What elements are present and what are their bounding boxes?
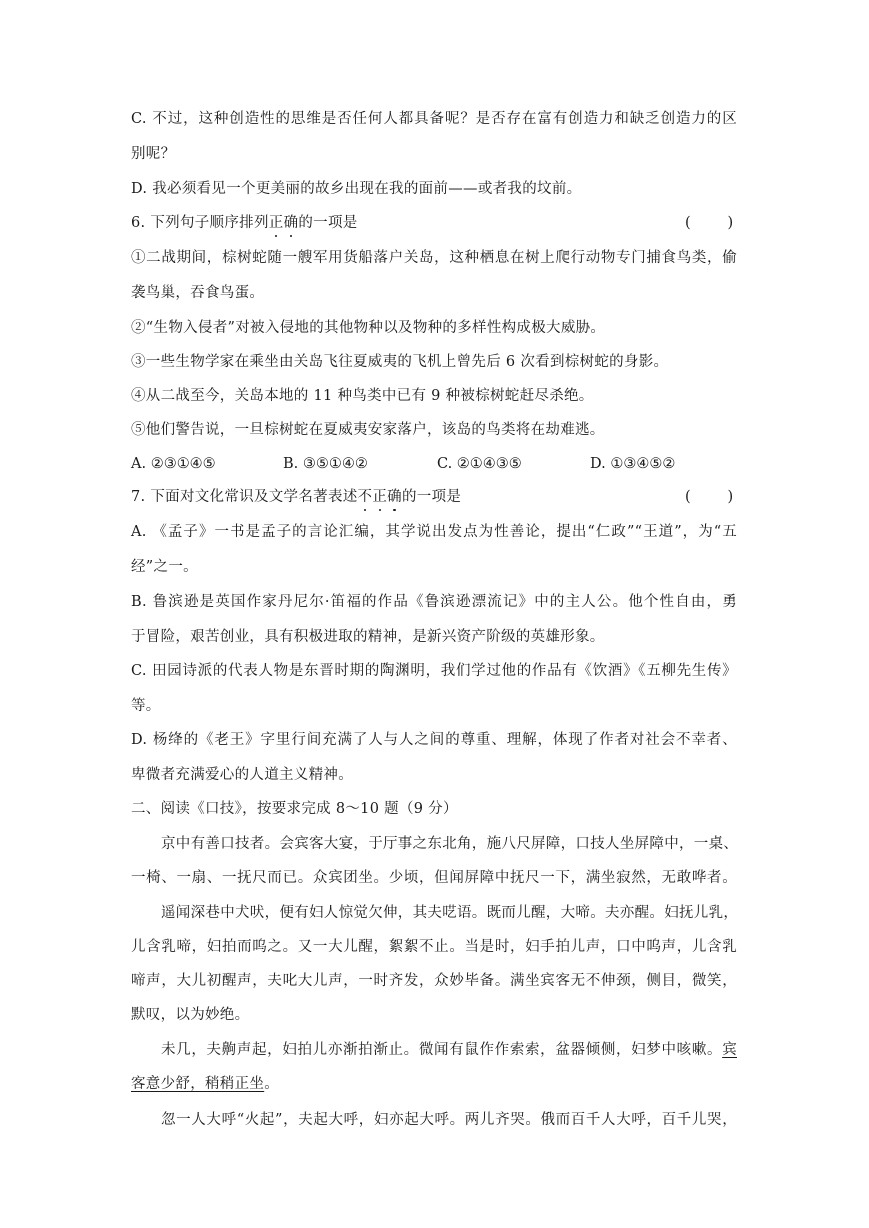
q7-option-b-line2: 于冒险，艰苦创业，具有积极进取的精神，是新兴资产阶级的英雄形象。 [131, 629, 605, 645]
q6-stem-text: 的一项是 [298, 215, 358, 231]
q7-stem-text: 7. 下面对文化常识及文学名著表述 [131, 489, 358, 505]
q5-option-d: D. 我必须看见一个更美丽的故乡出现在我的面前——或者我的坟前。 [131, 181, 582, 197]
q6-stem-text: 6. 下列句子顺序排列 [131, 215, 269, 231]
q6-sentence-1-line2: 袭鸟巢，吞食鸟蛋。 [131, 285, 265, 301]
q5-option-c-line2: 别呢？ [131, 146, 176, 162]
q6-sentence-4: ④从二战至今，关岛本地的 11 种鸟类中已有 9 种被棕树蛇赶尽杀绝。 [131, 388, 594, 404]
q7-stem [131, 487, 461, 507]
passage-p2-line1: 遥闻深巷中犬吠，便有妇人惊觉欠伸，其夫呓语。既而儿醒，大啼。夫亦醒。妇抚儿乳， [161, 905, 739, 921]
q7-option-d-line2: 卑微者充满爱心的人道主义精神。 [131, 767, 353, 783]
q6-sentence-2: ②“生物入侵者”对被入侵地的其他物种以及物种的多样性构成极大威胁。 [131, 320, 606, 336]
q7-option-c-line2: 等。 [131, 698, 161, 714]
q6-emphasis-char: 确 [283, 215, 299, 231]
q7-option-c-line1: C. 田园诗派的代表人物是东晋时期的陶渊明，我们学过他的作品有《饮酒》《五柳先生传》 [131, 663, 737, 679]
q6-option-d: D. ①③④⑤② [590, 456, 676, 472]
passage-text: 未几，夫齁声起，妇拍儿亦渐拍渐止。微闻有鼠作作索索，盆器倾侧，妇梦中咳嗽。 [161, 1042, 723, 1058]
section-2-heading: 二、阅读《口技》，按要求完成 8～10 题（9 分） [131, 801, 458, 817]
passage-p2-line2: 儿含乳啼，妇拍而呜之。又一大儿醒，絮絮不止。当是时，妇手拍儿声，口中呜声，儿含乳 [131, 939, 737, 955]
q6-sentence-1-line1: ①二战期间，棕树蛇随一艘军用货船落户关岛，这种栖息在树上爬行动物专门捕食鸟类，偷 [131, 250, 737, 266]
q5-option-c-line1: C. 不过，这种创造性的思维是否任何人都具备呢？是否存在富有创造力和缺乏创造力的区 [131, 111, 737, 127]
q6-answer-blank: ( ) [685, 215, 734, 231]
q7-option-a-line2: 经”之一。 [131, 559, 198, 575]
q7-option-b-line1: B. 鲁滨逊是英国作家丹尼尔·笛福的作品《鲁滨逊漂流记》中的主人公。他个性自由，勇 [131, 594, 737, 610]
q6-sentence-5: ⑤他们警告说，一旦棕树蛇在夏威夷安家落户，该岛的鸟类将在劫难逃。 [131, 422, 605, 438]
q7-option-d-line1: D. 杨绛的《老王》字里行间充满了人与人之间的尊重、理解，体现了作者对社会不幸者、 [131, 732, 737, 748]
q6-option-c: C. ②①④③⑤ [437, 456, 522, 472]
q7-emphasis-char: 确 [387, 489, 402, 505]
underlined-sentence: 宾 [722, 1042, 737, 1058]
q6-sentence-3: ③一些生物学家在乘坐由关岛飞往夏威夷的飞机上曾先后 6 次看到棕树蛇的身影。 [131, 354, 669, 370]
passage-text: 。 [264, 1076, 280, 1092]
q6-option-b: B. ③⑤①④② [283, 456, 368, 472]
passage-p3-line1 [161, 1040, 737, 1060]
passage-p4-line1: 忽一人大呼“火起”，夫起大呼，妇亦起大呼。两儿齐哭。俄而百千人大呼，百千儿哭， [161, 1112, 737, 1128]
passage-p1-line2: 一椅、一扇、一抚尺而已。众宾团坐。少顷，但闻屏障中抚尺一下，满坐寂然，无敢哗者。 [131, 870, 737, 886]
passage-p2-line3: 啼声，大儿初醒声，夫叱大儿声，一时齐发，众妙毕备。满坐宾客无不伸颈，侧目，微笑， [131, 973, 737, 989]
q6-emphasis-char: 正 [268, 215, 284, 231]
q6-stem [131, 213, 358, 233]
q7-stem-text: 的一项是 [401, 489, 462, 505]
passage-p2-line4: 默叹，以为妙绝。 [131, 1007, 250, 1023]
underlined-sentence: 客意少舒，稍稍正坐 [131, 1076, 265, 1092]
q7-emphasis-char: 不 [357, 489, 373, 505]
q6-option-a: A. ②③①④⑤ [131, 456, 216, 472]
q7-emphasis-char: 正 [372, 489, 388, 505]
passage-p3-line2 [131, 1074, 279, 1094]
passage-p1-line1: 京中有善口技者。会宾客大宴，于厅事之东北角，施八尺屏障，口技人坐屏障中，一桌、 [161, 836, 739, 852]
q7-option-a-line1: A. 《孟子》一书是孟子的言论汇编，其学说出发点为性善论，提出“仁政”“王道”，为“五 [131, 524, 737, 540]
q7-answer-blank: ( ) [685, 489, 734, 505]
